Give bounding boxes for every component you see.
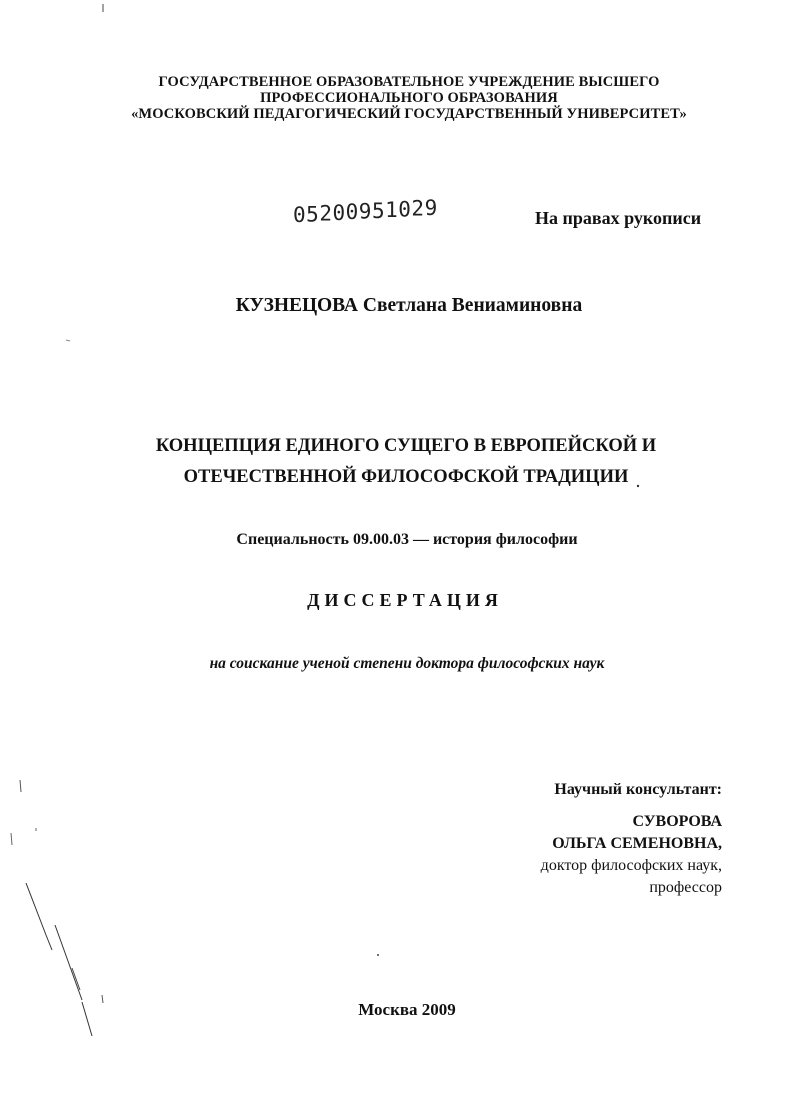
scan-mark [72,968,80,990]
stamp-digit: 1 [385,198,399,223]
stamp-digit: 5 [306,202,320,227]
stamp-digit: 0 [398,197,412,222]
scan-mark [11,833,12,845]
scan-mark [46,935,52,950]
scan-mark [26,883,46,935]
stamp-digit: 2 [319,201,333,226]
stamp-digit: 0 [345,200,359,225]
title-line: КОНЦЕПЦИЯ ЕДИНОГО СУЩЕГО В ЕВРОПЕЙСКОЙ И [155,436,657,456]
consultant-degree: доктор философских наук, [540,857,722,874]
document-type: ДИССЕРТАЦИЯ [307,590,503,610]
institution-line: ПРОФЕССИОНАЛЬНОГО ОБРАЗОВАНИЯ [260,90,558,106]
degree-line: на соискание ученой степени доктора философских наук [209,655,605,672]
stamp-digit: 2 [411,196,425,221]
stamp-digits [293,196,438,227]
stamp-digit: 9 [358,199,372,224]
stamp-digit: 0 [293,203,307,227]
institution-header [50,74,768,122]
scientific-consultant [541,779,722,899]
consultant-label: Научный консультант: [554,781,722,798]
institution-line: «МОСКОВСКИЙ ПЕДАГОГИЧЕСКИЙ ГОСУДАРСТВЕННЫЙ УНИВЕРСИТЕТ» [131,106,687,122]
dissertation-title [0,431,798,493]
scan-mark [55,925,82,1000]
stamp-digit: 5 [371,198,386,223]
specialty-line: Специальность 09.00.03 — история философии [236,531,578,548]
author-name: КУЗНЕЦОВА Светлана Вениаминовна [235,295,583,316]
scan-mark [377,954,379,956]
scan-mark [66,340,70,341]
consultant-surname: СУВОРОВА [632,813,722,830]
stamp-digit: 0 [332,200,346,225]
institution-line: ГОСУДАРСТВЕННОЕ ОБРАЗОВАТЕЛЬНОЕ УЧРЕЖДЕНИЕ ВЫСШЕГО [158,74,660,90]
consultant-rank: профессор [649,879,722,896]
consultant-given-names: ОЛЬГА СЕМЕНОВНА, [552,835,722,852]
manuscript-rights-note: На правах рукописи [535,208,702,228]
scan-mark [20,780,21,792]
stamp-digit: 9 [424,196,438,220]
title-line: ОТЕЧЕСТВЕННОЙ ФИЛОСОФСКОЙ ТРАДИЦИИ [183,467,629,487]
city-year: Москва 2009 [358,1000,456,1019]
registration-stamp-number [293,196,438,227]
